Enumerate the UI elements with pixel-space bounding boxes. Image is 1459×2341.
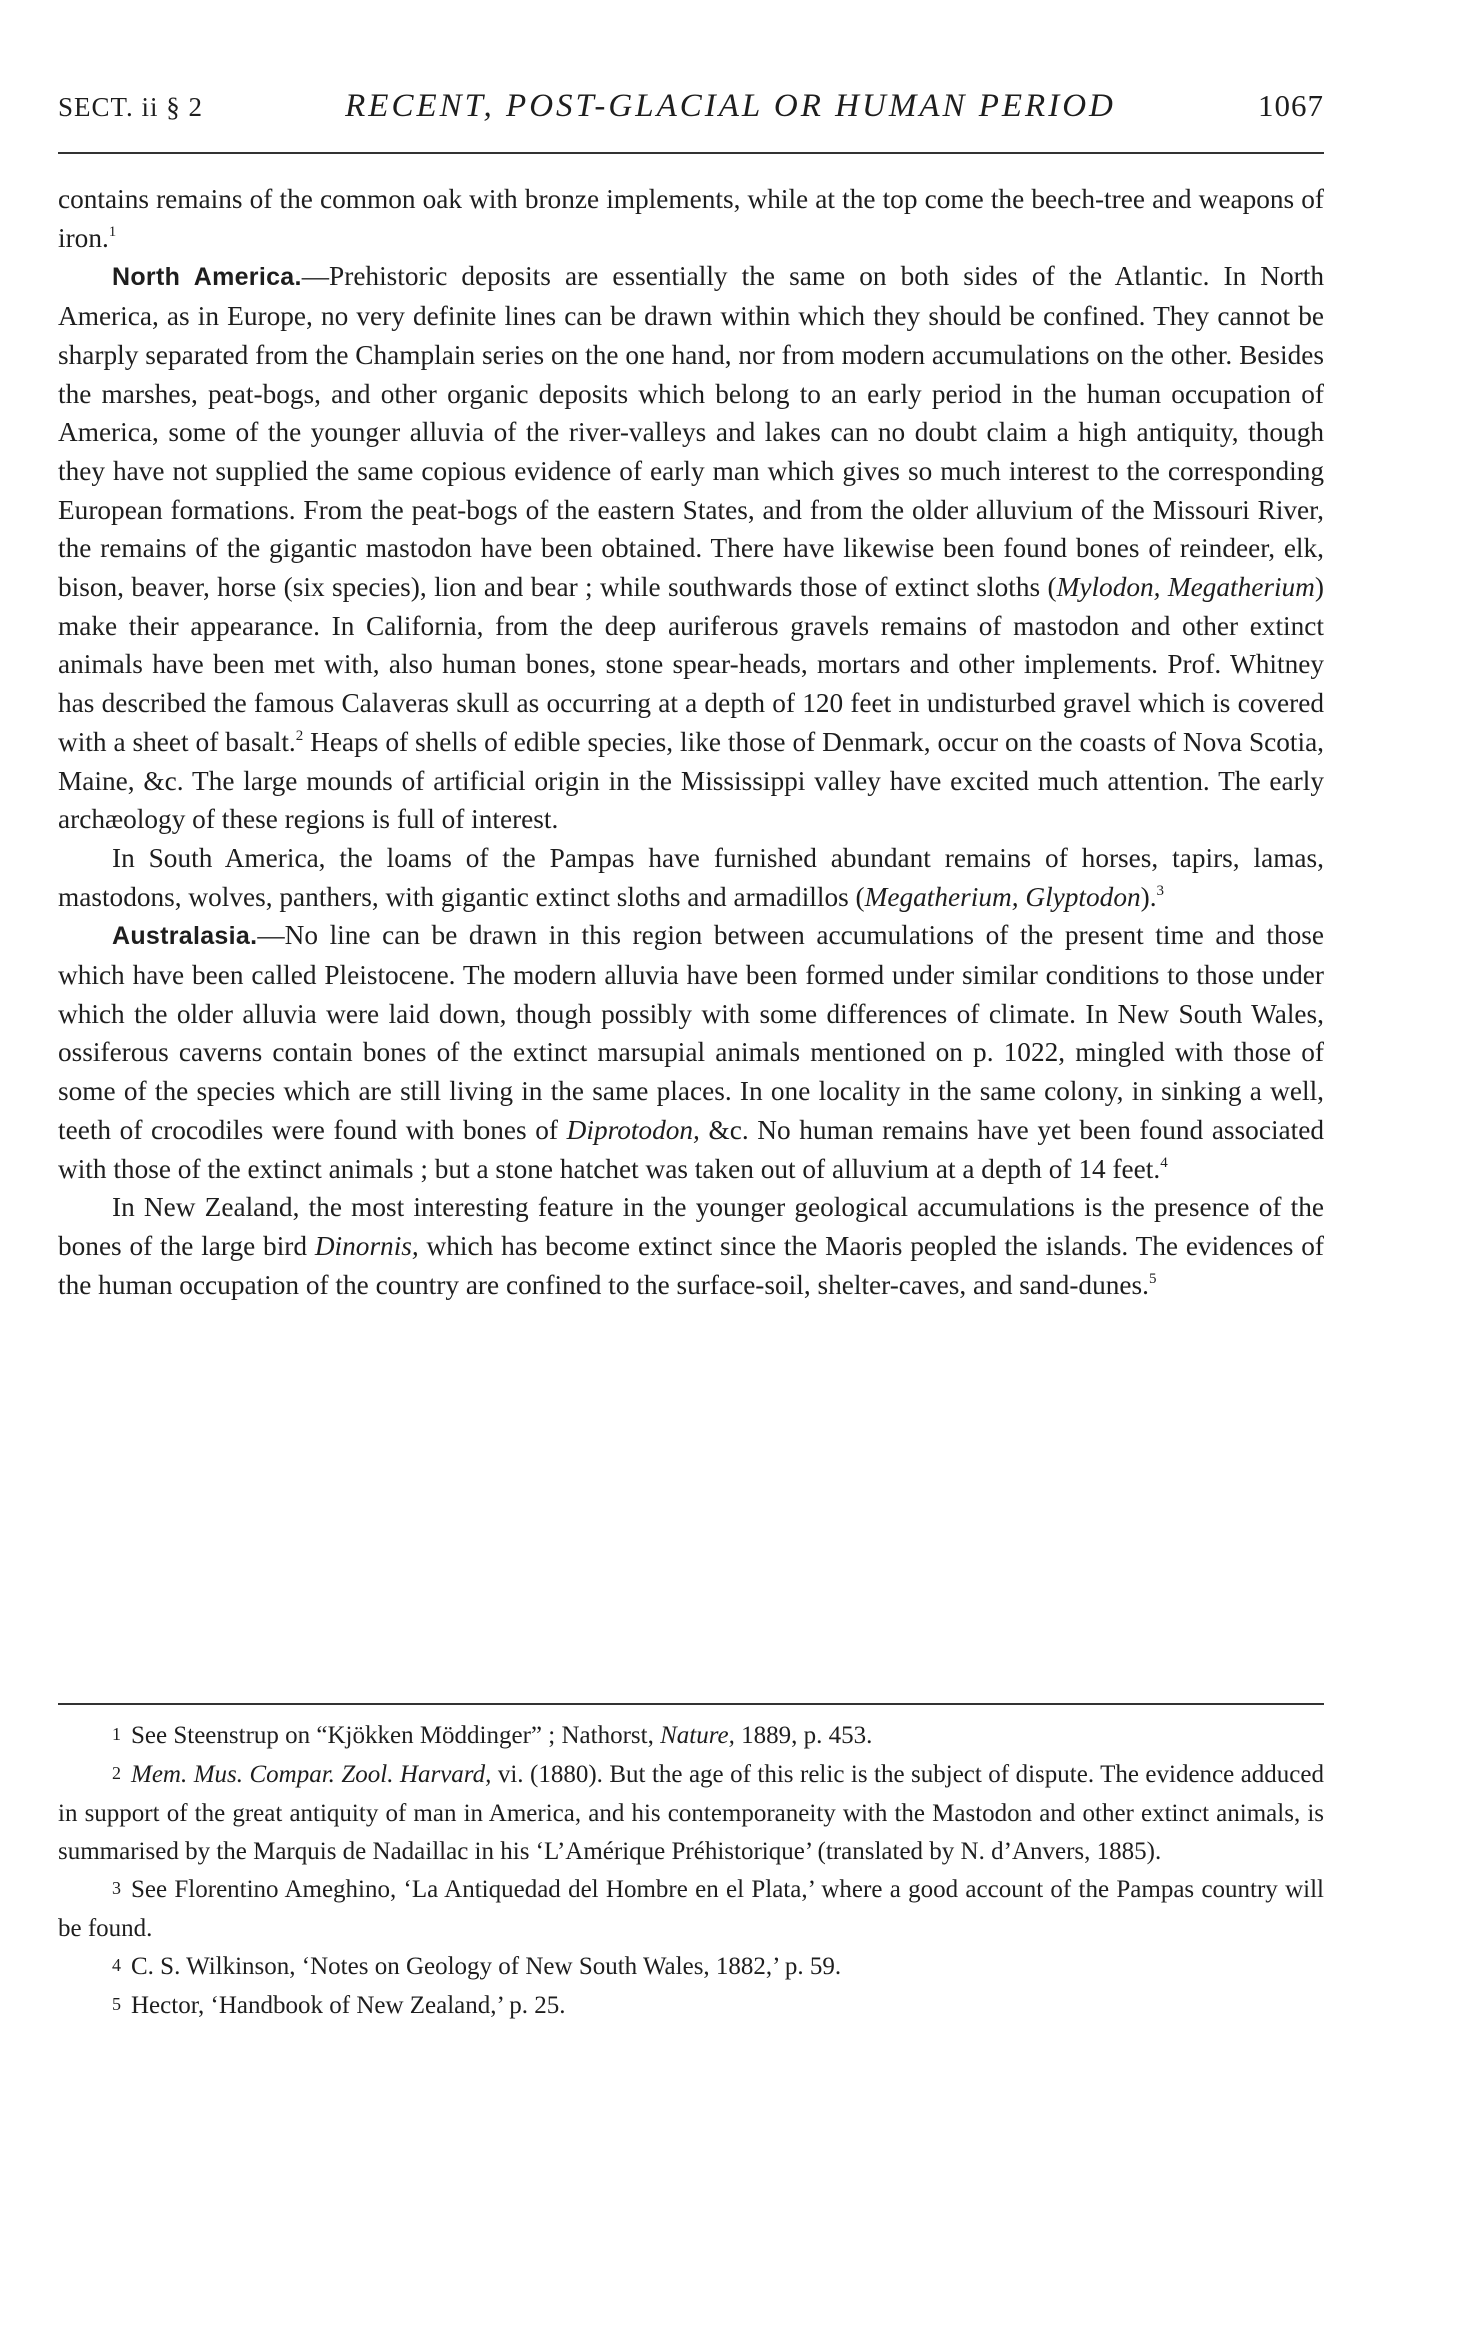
footnotes bbox=[58, 1717, 1324, 2026]
footnote-2: 2 Mem. Mus. Compar. Zool. Harvard, vi. (1880). But the age of this relic is the subject of dispute. The evidence adduced in support of the great antiquity of man in America, and his contemporaneity with the Mastodon and other extinct animals, is summarised by the Marquis de Nadaillac in his ‘L’Amérique Préhistorique’ (translated by N. d’Anvers, 1885). bbox=[58, 1761, 1325, 1865]
footnote-ref-3: 3 bbox=[1156, 882, 1165, 899]
footnote-3: 3 See Florentino Ameghino, ‘La Antiquedad del Hombre en el Plata,’ where a good account of the Pampas country will be found. bbox=[58, 1876, 1324, 1942]
body-text bbox=[58, 180, 1324, 1304]
paragraph-north-america: North America.—Prehistoric deposits are essentially the same on both sides of the Atlantic. In North America, as in Europe, no very definite lines can be drawn within which they should be confined. They cannot be sharply separated from the Champlain series on the one hand, nor from modern accumulations on the other. Besides the marshes, peat-bogs, and other organic deposits which belong to an early period in the human occupation of America, some of the younger alluvia of the river-valleys and lakes can no doubt claim a high antiquity, though they have not supplied the same copious evidence of early man which gives so much interest to the corresponding European formations. From the peat-bogs of the eastern States, and from the older alluvium of the Missouri River, the remains of the gigantic mastodon have been obtained. There have likewise been found bones of reindeer, elk, bison, beaver, horse (six species), lion and bear ; while southwards those of extinct sloths (Mylodon, Megatherium) make their appearance. In California, from the deep auriferous gravels remains of mastodon and other extinct animals have been met with, also human bones, stone spear-heads, mortars and other implements. Prof. Whitney has described the famous Calaveras skull as occurring at a depth of 120 feet in undisturbed gravel which is covered with a sheet of basalt.$^2$ Heaps of shells of edible species, like those of Denmark, occur on the coasts of Nova Scotia, Maine, &c. The large mounds of artificial origin in the Mississippi valley have excited much attention. The early archæology of these regions is full of interest. bbox=[58, 261, 1325, 835]
footnote-1: 1 See Steenstrup on “Kjökken Möddinger” ; Nathorst, Nature, 1889, p. 453. bbox=[112, 1722, 873, 1749]
footnote-4: 4 C. S. Wilkinson, ‘Notes on Geology of New South Wales, 1882,’ p. 59. bbox=[112, 1953, 842, 1980]
footnote-ref-5: 5 bbox=[1148, 1270, 1157, 1287]
section-heading-north-america: North America. bbox=[112, 263, 302, 292]
footnote-rule bbox=[58, 1703, 1324, 1705]
running-title: RECENT, POST-GLACIAL OR HUMAN PERIOD bbox=[345, 88, 1116, 124]
footnote-5: 5 Hector, ‘Handbook of New Zealand,’ p. 25. bbox=[112, 1992, 566, 2019]
paragraph-australasia: Australasia.—No line can be drawn in this region between accumulations of the present time and those which have been called Pleistocene. The modern alluvia have been formed under similar conditions to those under which the older alluvia were laid down, though possibly with some differences of climate. In New South Wales, ossiferous caverns contain bones of the extinct marsupial animals mentioned on p. 1022, mingled with those of some of the species which are still living in the same places. In one locality in the same colony, in sinking a well, teeth of crocodiles were found with bones of Diprotodon, &c. No human remains have yet been found associated with those of the extinct animals ; but a stone hatchet was taken out of alluvium at a depth of 14 feet.$^4$ bbox=[58, 920, 1324, 1184]
footnote-ref-2: 2 bbox=[295, 727, 304, 744]
paragraph-1: contains remains of the common oak with bronze implements, while at the top come the beech-tree and weapons of iron.$^1$ bbox=[58, 184, 1324, 253]
header-rule bbox=[58, 152, 1324, 154]
paragraph-new-zealand: In New Zealand, the most interesting feature in the younger geological accumulations is the presence of the bones of the large bird Dinornis, which has become extinct since the Maoris peopled the islands. The evidences of the human occupation of the country are confined to the surface-soil, shelter-caves, and sand-dunes.$^5$ bbox=[58, 1192, 1324, 1300]
running-head bbox=[58, 88, 1324, 138]
section-label: SECT. ii § 2 bbox=[58, 92, 204, 122]
footnote-ref-1: 1 bbox=[108, 223, 117, 240]
page-number: 1067 bbox=[1258, 88, 1324, 123]
paragraph-south-america: In South America, the loams of the Pampas have furnished abundant remains of horses, tapirs, lamas, mastodons, wolves, panthers, with gigantic extinct sloths and armadillos (Megatherium, Glyptodon).$^3$ bbox=[58, 842, 1324, 912]
footnote-ref-4: 4 bbox=[1160, 1154, 1168, 1171]
section-heading-australasia: Australasia. bbox=[112, 922, 258, 951]
